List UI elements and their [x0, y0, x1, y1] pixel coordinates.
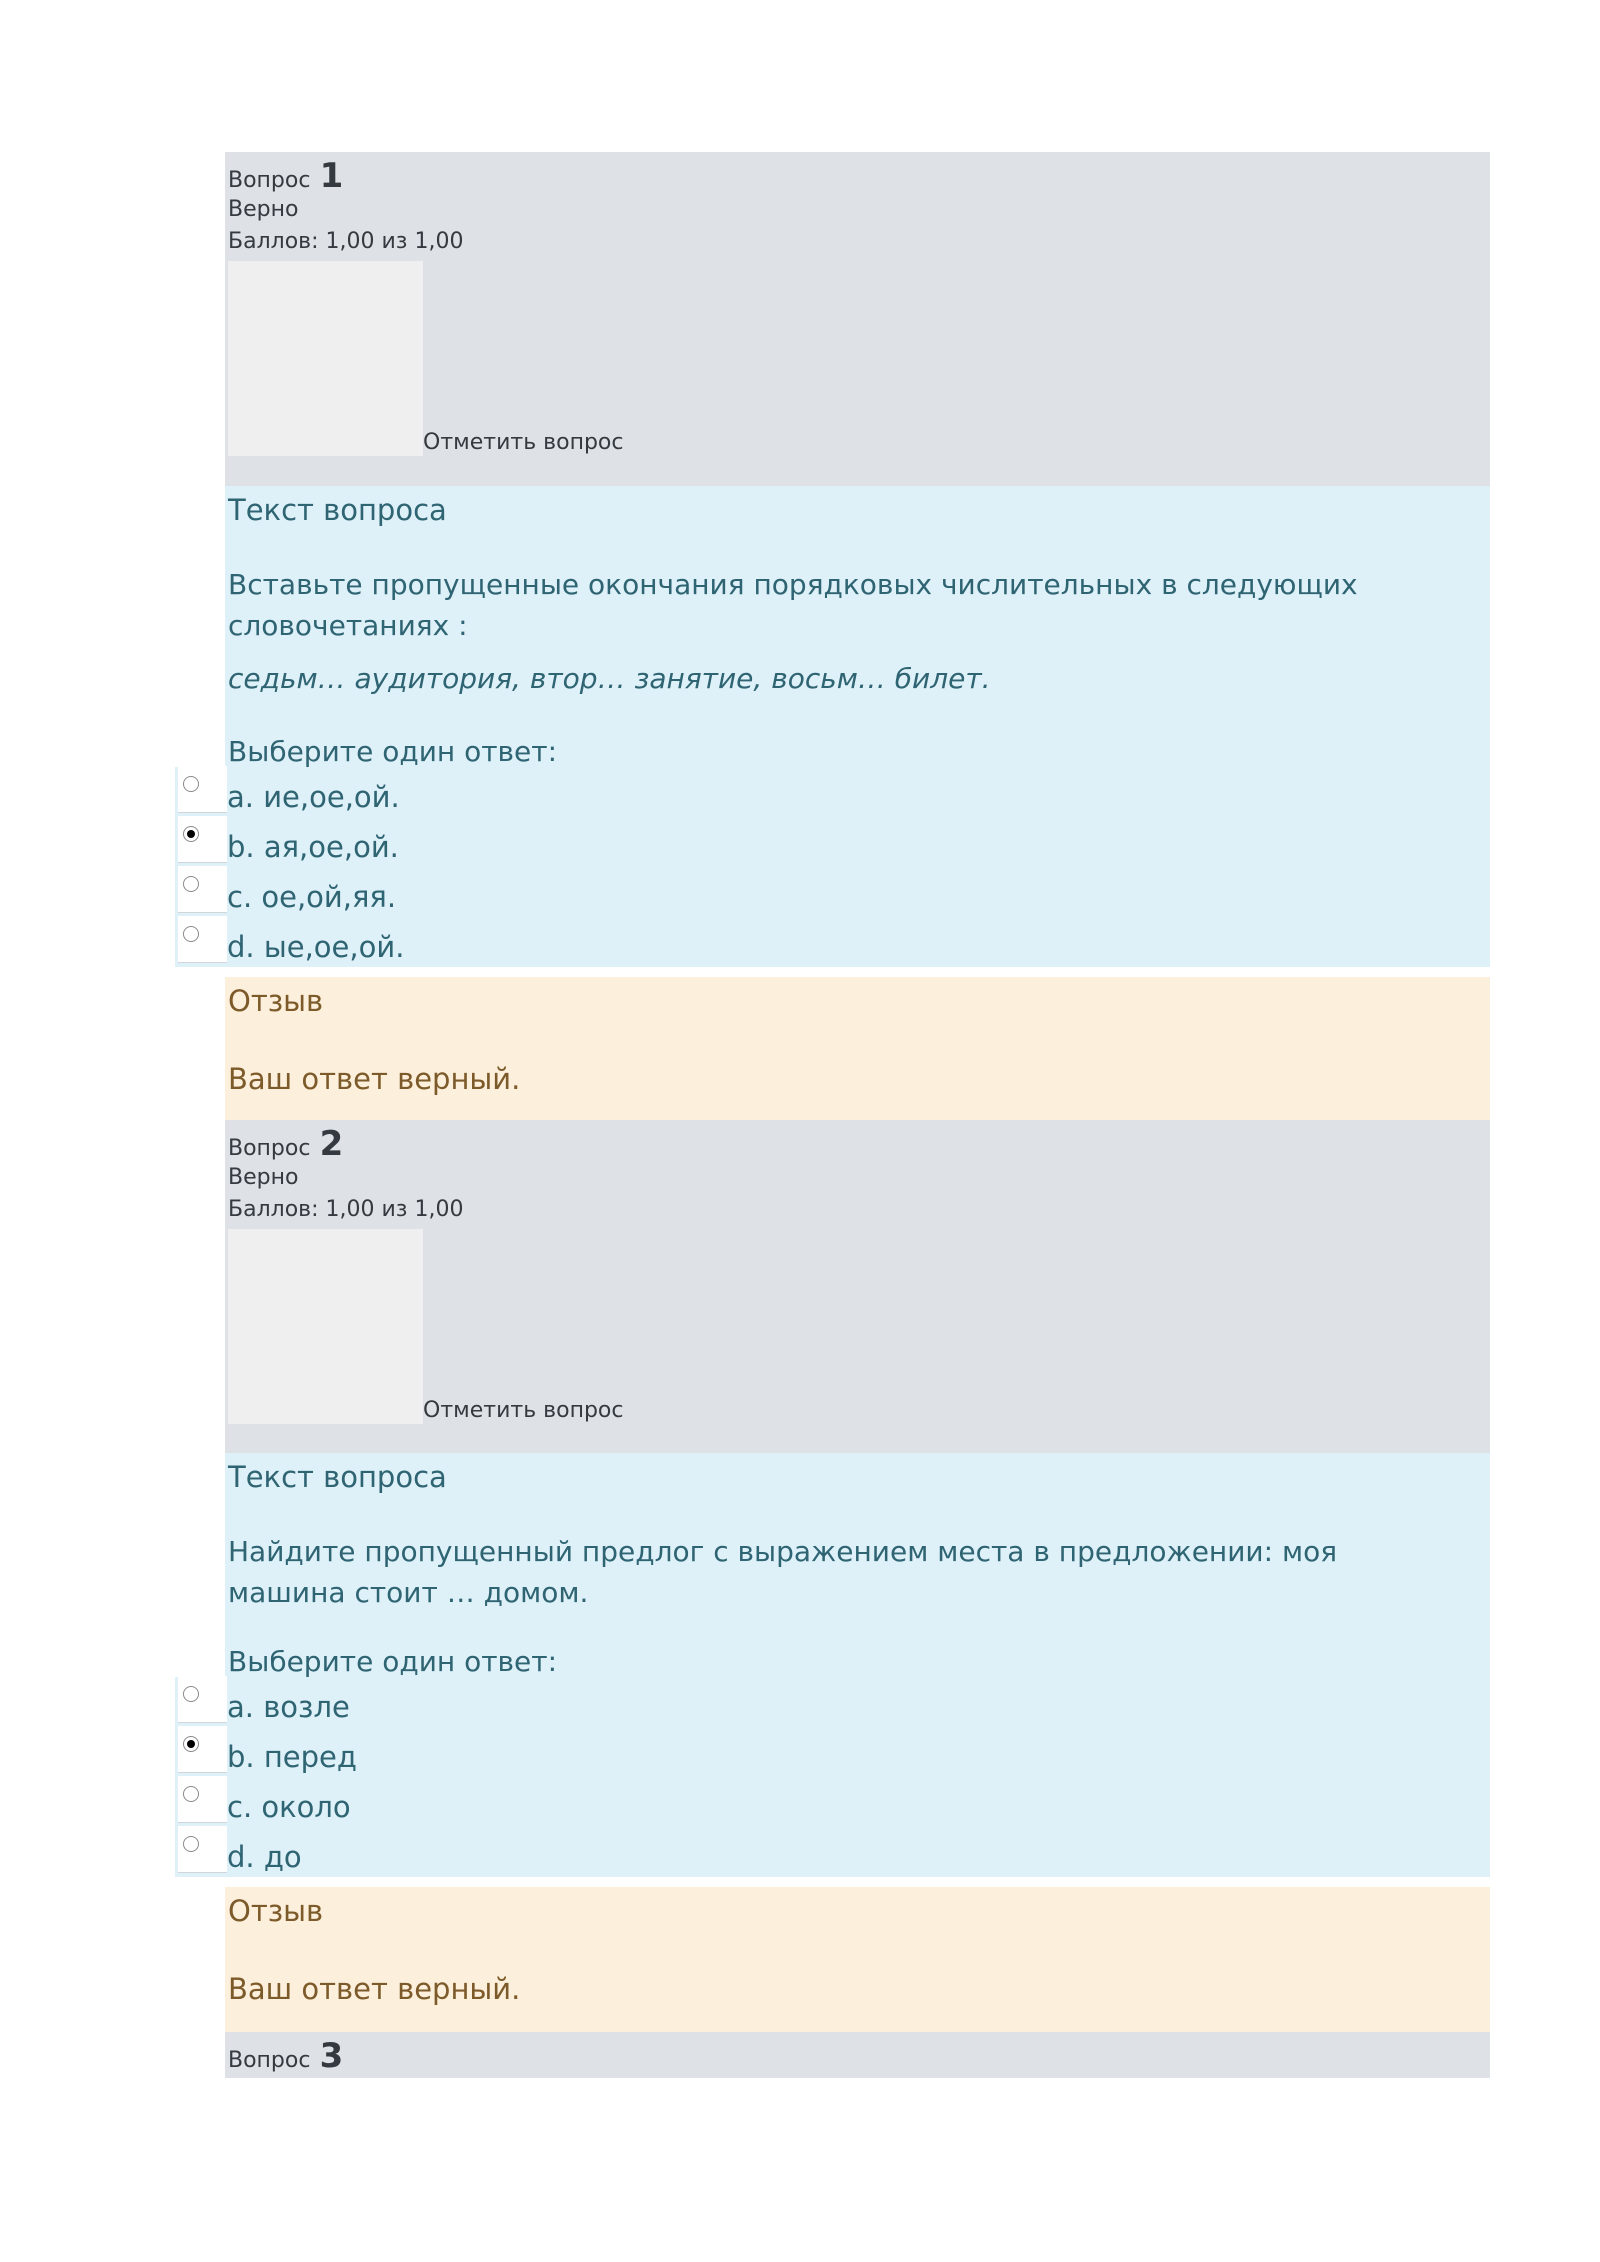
radio-icon[interactable] [183, 776, 199, 792]
answer-option-b[interactable] [175, 1726, 1490, 1776]
answer-block [175, 1645, 1490, 1877]
question-heading [228, 158, 1490, 194]
radio-icon[interactable] [183, 1836, 199, 1852]
radio-icon[interactable] [183, 926, 199, 942]
answer-option-a[interactable] [175, 766, 1490, 816]
radio-box[interactable] [178, 1726, 227, 1773]
answer-option-c[interactable] [175, 1776, 1490, 1826]
radio-box[interactable] [178, 816, 227, 863]
radio-checked-icon[interactable] [183, 826, 199, 842]
question-state: Верно [228, 197, 299, 222]
answer-option-a[interactable] [175, 1676, 1490, 1726]
answer-label[interactable]: c. ое,ой,яя. [227, 880, 397, 914]
answer-label[interactable]: b. ая,ое,ой. [227, 830, 399, 864]
feedback-text: Ваш ответ верный. [228, 1972, 521, 2006]
question-number: 2 [319, 1124, 344, 1164]
answer-prompt: Выберите один ответ: [228, 735, 558, 768]
feedback-panel [225, 977, 1490, 1120]
radio-box[interactable] [178, 1826, 227, 1873]
answer-block [175, 735, 1490, 967]
answer-option-b[interactable] [175, 816, 1490, 866]
question-heading [228, 1126, 1490, 1162]
question-text: Вставьте пропущенные окончания порядковых числительных в следующих словочетаниях : [228, 568, 1358, 642]
flag-question-label[interactable]: Отметить вопрос [423, 1398, 624, 1423]
question-text-title: Текст вопроса [228, 493, 447, 527]
flag-question-button[interactable] [228, 1226, 1490, 1424]
answer-option-d[interactable] [175, 1826, 1490, 1876]
answer-label[interactable]: a. возле [227, 1690, 350, 1724]
radio-box[interactable] [178, 1776, 227, 1823]
radio-box[interactable] [178, 916, 227, 963]
answer-label[interactable]: a. ие,ое,ой. [227, 780, 400, 814]
answer-label[interactable]: d. до [227, 1840, 302, 1874]
question-number: 3 [319, 2036, 344, 2076]
question-label: Вопрос [228, 168, 311, 193]
flag-question-button[interactable] [228, 258, 1490, 456]
question-state: Верно [228, 1165, 299, 1190]
radio-icon[interactable] [183, 1786, 199, 1802]
question-2 [0, 1120, 1600, 2032]
answer-label[interactable]: c. около [227, 1790, 351, 1824]
question-1 [0, 152, 1600, 1120]
radio-box[interactable] [178, 766, 227, 813]
radio-icon[interactable] [183, 876, 199, 892]
question-info [225, 152, 1490, 486]
answer-label[interactable]: b. перед [227, 1740, 357, 1774]
radio-checked-icon[interactable] [183, 1736, 199, 1752]
feedback-title: Отзыв [228, 984, 324, 1018]
question-info [225, 2032, 1490, 2078]
question-text: Найдите пропущенный предлог с выражением места в предложении: моя машина стоит … домом. [228, 1535, 1338, 1609]
radio-box[interactable] [178, 1676, 227, 1723]
question-number: 1 [319, 156, 344, 196]
question-label: Вопрос [228, 2048, 311, 2073]
quiz-review-page [0, 152, 1600, 2078]
question-heading [228, 2038, 1490, 2074]
question-content [225, 1453, 1490, 1677]
flag-icon[interactable] [228, 261, 423, 456]
feedback-panel [225, 1887, 1490, 2032]
question-text-title: Текст вопроса [228, 1460, 447, 1494]
radio-box[interactable] [178, 866, 227, 913]
answer-label[interactable]: d. ые,ое,ой. [227, 930, 405, 964]
answer-prompt: Выберите один ответ: [228, 1645, 558, 1678]
question-content [225, 486, 1490, 767]
flag-question-label[interactable]: Отметить вопрос [423, 430, 624, 455]
answer-option-d[interactable] [175, 916, 1490, 966]
flag-icon[interactable] [228, 1229, 423, 1424]
radio-icon[interactable] [183, 1686, 199, 1702]
question-grade: Баллов: 1,00 из 1,00 [228, 229, 464, 254]
question-grade: Баллов: 1,00 из 1,00 [228, 1197, 464, 1222]
question-info [225, 1120, 1490, 1453]
feedback-text: Ваш ответ верный. [228, 1062, 521, 1096]
feedback-title: Отзыв [228, 1894, 324, 1928]
question-3 [0, 2032, 1600, 2078]
answer-option-c[interactable] [175, 866, 1490, 916]
question-label: Вопрос [228, 1136, 311, 1161]
question-text-italic: седьм… аудитория, втор… занятие, восьм… билет. [228, 662, 991, 695]
